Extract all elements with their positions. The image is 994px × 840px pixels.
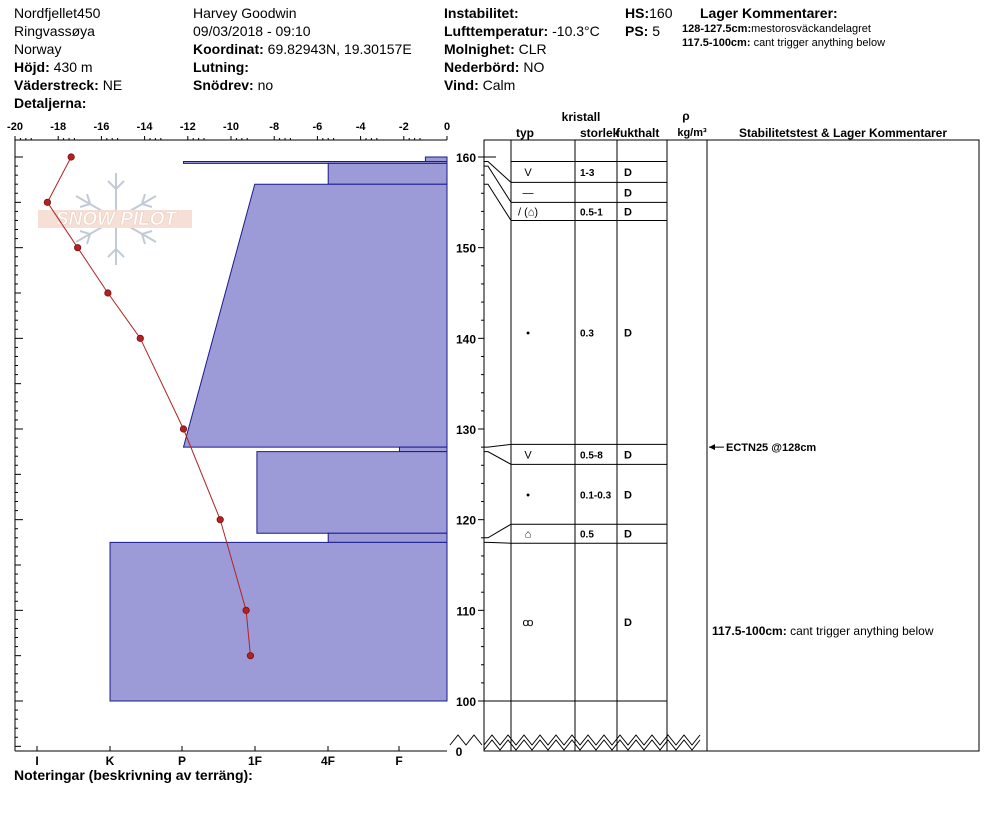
- aspect-value: NE: [102, 77, 123, 93]
- temp-tick-label: 0: [443, 121, 451, 133]
- temperature-point: [68, 154, 74, 160]
- layer-moisture: D: [624, 166, 632, 179]
- layer-moisture: D: [624, 528, 632, 541]
- layer-type-symbol: ꝏ: [522, 617, 534, 630]
- temp-tick-label: -14: [136, 121, 153, 133]
- stability-test-text: ECTN25 @128cm: [726, 442, 817, 455]
- layer-moisture: D: [624, 617, 632, 630]
- layer-size: 0.3: [580, 328, 594, 340]
- layer-size: 0.5-8: [580, 450, 603, 462]
- temp-tick-label: -8: [269, 121, 280, 133]
- hardness-tick-label: K: [105, 754, 115, 768]
- layer-moisture: D: [624, 327, 632, 340]
- layer-comment-range: 117.5-100cm:: [682, 37, 751, 49]
- location-name: Nordfjellet450: [14, 5, 101, 21]
- layer-type-symbol: •: [526, 327, 530, 340]
- drift-value: no: [257, 77, 274, 93]
- elevation-label: Höjd:: [14, 59, 50, 75]
- notes-label: Noteringar (beskrivning av terräng):: [14, 767, 253, 783]
- layer-type-symbol: •: [526, 489, 530, 502]
- hardness-bar: [399, 447, 447, 452]
- hardness-bar: [328, 163, 447, 184]
- rho-header: ρ: [682, 109, 690, 123]
- aspect-label: Väderstreck:: [14, 77, 99, 93]
- precip-label: Nederbörd:: [444, 59, 520, 75]
- hardness-bars: [110, 157, 447, 701]
- temp-tick-label: -18: [50, 121, 67, 133]
- hardness-tick-label: P: [177, 754, 187, 768]
- airtemp-value: -10.3°C: [552, 23, 600, 39]
- layer-note: [712, 624, 934, 638]
- temperature-point: [137, 335, 143, 341]
- moisture-header: fukthalt: [616, 126, 660, 140]
- layer-comment-text: cant trigger anything below: [753, 37, 886, 49]
- temperature-point: [217, 516, 223, 522]
- height-tick-label: 120: [455, 513, 477, 528]
- slope-label: Lutning:: [193, 59, 249, 75]
- temp-tick-label: -20: [7, 121, 23, 133]
- hardness-tick-label: F: [395, 754, 403, 768]
- layer-moisture: D: [624, 206, 632, 219]
- layer-comment-text: mestorosväckandelagret: [751, 23, 871, 35]
- stability-arrow-head: [709, 444, 715, 450]
- ps-label: PS:: [625, 23, 649, 39]
- hs-label: HS:: [625, 5, 650, 21]
- instability-label: Instabilitet:: [444, 5, 519, 21]
- height-tick-label: 110: [456, 604, 476, 619]
- region-name: Ringvassøya: [14, 23, 95, 39]
- layer-moisture: D: [624, 187, 632, 200]
- details-label: Detaljerna:: [14, 95, 87, 111]
- layer-type-symbol: V: [524, 166, 532, 179]
- layer-size: 1-3: [580, 167, 595, 179]
- temperature-point: [74, 244, 80, 250]
- type-header: typ: [516, 126, 534, 140]
- hardness-bar: [183, 184, 447, 447]
- layer-size: 0.1-0.3: [580, 490, 612, 502]
- precip-value: NO: [523, 59, 545, 75]
- airtemp-label: Lufttemperatur:: [444, 23, 549, 39]
- watermark-text: SNOW PILOT: [55, 209, 177, 230]
- hs-value: 160: [649, 5, 673, 21]
- coord-label: Koordinat:: [193, 41, 264, 57]
- hardness-bar: [110, 542, 447, 701]
- axis-break-zigzag: [450, 735, 482, 745]
- layer-type-symbol: —: [522, 187, 534, 200]
- drift-label: Snödrev:: [193, 77, 254, 93]
- sky-value: CLR: [518, 41, 547, 57]
- observation-datetime: 09/03/2018 - 09:10: [193, 23, 311, 39]
- temp-tick-label: -4: [355, 121, 366, 133]
- layer-moisture: D: [624, 449, 632, 462]
- temp-tick-label: -10: [223, 121, 239, 133]
- layer-size: 0.5-1: [580, 207, 603, 219]
- temp-tick-label: -2: [398, 121, 409, 133]
- temperature-point: [44, 199, 50, 205]
- temperature-point: [105, 290, 111, 296]
- column-headers: [516, 109, 947, 140]
- density-unit-header: kg/m³: [677, 127, 707, 139]
- size-header: storlek: [580, 126, 620, 140]
- height-bottom-label: 0: [455, 745, 463, 759]
- temperature-point: [243, 607, 249, 613]
- hardness-bar: [328, 533, 447, 542]
- coord-value: 69.82943N, 19.30157E: [267, 41, 412, 57]
- sky-label: Molnighet:: [444, 41, 515, 57]
- layer-type-symbol: V: [524, 449, 532, 462]
- layer-note-text: cant trigger anything below: [790, 624, 934, 638]
- layer-comment-range: 128-127.5cm:: [682, 23, 752, 35]
- temp-tick-label: -12: [179, 121, 196, 133]
- layer-connector: [484, 452, 511, 465]
- temperature-point: [180, 426, 186, 432]
- hardness-tick-label: 1F: [247, 754, 263, 768]
- layer-table: [450, 140, 979, 759]
- temperature-point: [247, 652, 253, 658]
- height-tick-label: 140: [455, 332, 477, 347]
- hardness-tick-label: I: [35, 754, 39, 768]
- observer-name: Harvey Goodwin: [193, 5, 297, 21]
- layer-connector: [484, 162, 511, 183]
- hardness-bar: [257, 452, 447, 534]
- layer-connector: [484, 184, 511, 220]
- layer-type-symbol: / (⌂): [517, 206, 539, 219]
- crystal-header: kristall: [561, 110, 601, 124]
- country-name: Norway: [14, 41, 62, 57]
- hardness-tick-label: 4F: [320, 754, 336, 768]
- wind-value: Calm: [482, 77, 516, 93]
- temp-tick-label: -16: [93, 121, 110, 133]
- elevation-value: 430 m: [53, 59, 93, 75]
- ps-value: 5: [652, 23, 661, 39]
- layer-type-symbol: ⌂: [524, 528, 532, 541]
- layer-connector: [484, 444, 511, 447]
- layer-size: 0.5: [580, 529, 594, 541]
- layer-moisture: D: [624, 489, 632, 502]
- height-tick-label: 100: [455, 695, 477, 709]
- stability-header: Stabilitetstest & Lager Kommentarer: [738, 126, 948, 140]
- layer-connector: [484, 524, 511, 538]
- snow-pilot-watermark: [38, 173, 192, 265]
- height-tick-label: 130: [455, 423, 477, 437]
- layer-note-range: 117.5-100cm:: [712, 624, 791, 638]
- height-tick-label: 160: [455, 151, 477, 165]
- temp-tick-label: -6: [312, 121, 323, 133]
- layer-comments-title: Lager Kommentarer:: [700, 5, 838, 21]
- wind-label: Vind:: [444, 77, 479, 93]
- layer-connector: [484, 542, 511, 543]
- height-tick-label: 150: [455, 241, 477, 256]
